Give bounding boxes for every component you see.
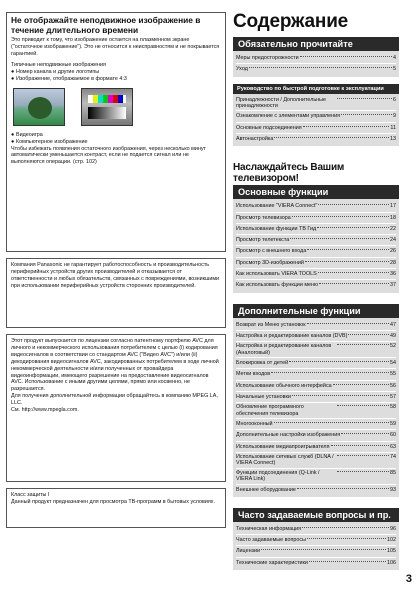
dot-leader — [337, 344, 389, 345]
toc-item-page: 49 — [390, 332, 396, 339]
toc-item-label: Многооконный — [236, 421, 273, 428]
toc-item[interactable] — [236, 235, 396, 246]
toc-item-label: Техническая информация — [236, 525, 302, 532]
toc-item[interactable] — [236, 224, 396, 235]
dot-leader — [292, 216, 389, 217]
bullet-item: ● Компьютерное изображение — [11, 138, 88, 145]
dot-leader — [305, 261, 389, 262]
toc-item-label: Метки входов — [236, 371, 271, 378]
toc-item-label: Использование "VIERA Connect" — [236, 203, 318, 210]
toc-item[interactable] — [236, 369, 396, 380]
toc-item[interactable] — [236, 419, 396, 430]
dot-leader — [341, 114, 392, 115]
toc-item[interactable] — [236, 53, 396, 64]
toc-item-page: 28 — [390, 259, 396, 266]
dot-leader — [337, 455, 389, 456]
toc-item-page: 58 — [390, 404, 396, 411]
bullet-item: ● Номер канала и другие логотипы — [11, 68, 100, 75]
toc-item-page: 93 — [390, 486, 396, 493]
dot-leader — [290, 238, 389, 239]
dot-leader — [302, 527, 389, 528]
dot-leader — [319, 283, 389, 284]
section-header: Часто задаваемые вопросы и пр. — [233, 508, 399, 522]
toc-item-page: 56 — [390, 382, 396, 389]
toc-item-label: Использование обычного интерфейса — [236, 382, 332, 389]
dot-leader — [341, 433, 389, 434]
toc-item-page: 9 — [393, 113, 396, 120]
toc-item-page: 55 — [390, 371, 396, 378]
toc-item-page: 17 — [390, 203, 396, 210]
toc-item-label: Как использовать функции меню — [236, 282, 319, 289]
toc-item-label: Лицензии — [236, 548, 261, 555]
dot-leader — [292, 395, 389, 396]
toc-item[interactable] — [236, 381, 396, 392]
toc-item-page: 52 — [390, 343, 396, 350]
toc-item-label: Настройка и редактирование каналов (DVB) — [236, 332, 348, 339]
test-pattern-example-image — [81, 88, 133, 126]
toc-item[interactable] — [236, 342, 396, 358]
toc-item-label: Технические характеристики — [236, 559, 308, 566]
contents-column — [233, 12, 399, 570]
toc-item-page: 74 — [390, 453, 396, 460]
toc-item[interactable] — [236, 524, 396, 535]
dot-leader — [249, 67, 392, 68]
license-text: Для получения дополнительной информации обращайтесь в компанию MPEG LA, LLC. — [11, 393, 218, 407]
toc-item-label: Обновление программного обеспечения телевизора — [236, 404, 304, 417]
page-number: 3 — [405, 573, 412, 585]
dot-leader — [307, 323, 389, 324]
toc-item[interactable] — [236, 558, 396, 568]
toc-item-page: 18 — [390, 214, 396, 221]
toc-item-page: 22 — [390, 225, 396, 232]
dot-leader — [309, 561, 386, 562]
dot-leader — [303, 126, 390, 127]
toc-item-label: Настройка и редактирование каналов (Аналоговый) — [236, 343, 332, 356]
toc-item[interactable] — [236, 111, 396, 122]
dot-leader — [318, 272, 389, 273]
toc-item[interactable] — [236, 403, 396, 419]
toc-item-label: Возврат из Меню установок — [236, 321, 306, 328]
dot-leader — [307, 538, 386, 539]
typical-images-title: Типичные неподвижные изображения — [11, 62, 106, 69]
license-box — [6, 334, 226, 482]
toc-item[interactable] — [236, 485, 396, 495]
class-text: Данный продукт предназначен для просмотра ТВ-программ в бытовых условиях. — [11, 498, 215, 505]
toc-item-page: 60 — [390, 432, 396, 439]
toc-item-page: 57 — [390, 393, 396, 400]
dot-leader — [261, 549, 386, 550]
toc-item-label: Просмотр телевизора — [236, 214, 291, 221]
toc-item-page: 5 — [393, 66, 396, 73]
toc-item[interactable] — [236, 535, 396, 546]
toc-item-label: Дополнительные настройки изображения — [236, 432, 341, 439]
toc-item[interactable] — [236, 442, 396, 453]
dot-leader — [337, 405, 389, 406]
notice-paragraph: Чтобы избежать появления остаточного изображения, через несколько минут автоматически уменьшается контраст, если не подается сигнал или не выполняются операции. (стр. 102) — [11, 145, 206, 166]
toc-item-page: 47 — [390, 321, 396, 328]
toc-item-page: 11 — [390, 124, 396, 131]
dot-leader — [333, 384, 389, 385]
toc-item-page: 26 — [390, 248, 396, 255]
toc-item-page: 105 — [387, 548, 396, 555]
dot-leader — [289, 361, 389, 362]
bullet-item: ● Видеоигра — [11, 131, 43, 138]
toc-list — [233, 51, 399, 77]
toc-item-label: Просмотр телетекста — [236, 237, 290, 244]
toc-item-label: Меры предосторожности — [236, 55, 299, 61]
section-header: Дополнительные функции — [233, 304, 399, 318]
toc-list — [233, 522, 399, 570]
bullet-item: ● Изображение, отображаемое в формате 4:3 — [11, 75, 127, 82]
toc-item-page: 106 — [387, 559, 396, 566]
toc-item-label: Просмотр с внешнего входа — [236, 248, 307, 255]
notice-heading: Не отображайте неподвижное изображение в течение длительного времени — [11, 15, 201, 35]
dot-leader — [318, 204, 389, 205]
toc-item[interactable] — [236, 134, 396, 144]
toc-list — [233, 318, 399, 497]
toc-item-label: Просмотр 3D-изображений — [236, 259, 304, 266]
toc-item-page: 102 — [387, 537, 396, 544]
toc-item-page: 4 — [393, 55, 396, 61]
license-text: Этот продукт выпускается по лицензии согласно патентному портфелю AVC для личного и некоммерческого использования потребителем с целью (i) кодирования видеосигналов в соответствии со стандартом AVC ("Видео AVC") и/или (ii) декодирования видеосигналов AVC, закодированных потребителем в ходе личной некоммерческой деятельности и/или полученных от провайдера видеоинформации, имеющего разрешение на предоставление видеосигналов AVC. Использование с иными другими целями, прямо или косвенно, не разрешается. — [11, 338, 219, 393]
toc-item-page: 96 — [390, 525, 396, 532]
notice-paragraph: Это приводит к тому, что изображение остается на плазменном экране ("остаточное изображение"). Это не относится к неисправностям и не покрывается гарантией. — [11, 37, 220, 58]
disclaimer-text: Компания Panasonic не гарантирует работоспособность и производительность периферийных устройств других производителей и отказывается от ответственности и любых обязательств, связанных с повреждениями, возникшими при использовании периферийных устройств сторонних производителей. — [11, 262, 220, 289]
toc-item[interactable] — [236, 269, 396, 280]
dot-leader — [271, 372, 389, 373]
toc-item-label: Начальные установки — [236, 393, 291, 400]
license-link[interactable]: См. http://www.mpegla.com. — [11, 407, 79, 414]
toc-item-label: Блокировка от детей — [236, 360, 289, 367]
toc-item-page: 13 — [390, 136, 396, 142]
toc-item-label: Автонастройка — [236, 136, 274, 142]
dot-leader — [337, 471, 389, 472]
dot-leader — [274, 137, 389, 138]
toc-item-page: 63 — [390, 443, 396, 450]
toc-item-label: Функции подсоединения (Q-Link / VIERA Link) — [236, 469, 320, 483]
dot-leader — [337, 98, 392, 99]
dot-leader — [348, 334, 389, 335]
toc-item[interactable] — [236, 280, 396, 290]
toc-item[interactable] — [236, 320, 396, 331]
dot-leader — [274, 422, 389, 423]
toc-item[interactable] — [236, 358, 396, 369]
dot-leader — [300, 56, 392, 57]
toc-item-page: 36 — [390, 271, 396, 278]
toc-item-label: Основные подсоединения — [236, 124, 302, 131]
toc-item[interactable] — [236, 201, 396, 212]
class-box — [6, 488, 226, 528]
toc-item-page: 59 — [390, 421, 396, 428]
toc-item[interactable] — [236, 469, 396, 485]
toc-item[interactable] — [236, 430, 396, 441]
section-header: Руководство по быстрой подготовке к эксплуатации — [233, 84, 399, 94]
example-images — [11, 86, 221, 130]
toc-item-label: Уход — [236, 66, 248, 73]
toc-item-label: Использование медиапроигрывателя — [236, 443, 330, 450]
toc-list — [233, 94, 399, 147]
toc-item-label: Использование сетевых служб (DLNA / VIERA Connect) — [236, 453, 334, 467]
toc-item-page: 54 — [390, 360, 396, 367]
dot-leader — [307, 249, 389, 250]
disclaimer-box — [6, 258, 226, 328]
toc-item-label: Использование функции ТВ Гид — [236, 225, 317, 232]
toc-item[interactable] — [236, 123, 396, 134]
class-text: Класс защиты I — [11, 492, 50, 498]
toc-item[interactable] — [236, 213, 396, 224]
page-title: Содержание — [233, 11, 349, 32]
toc-item-label: Как использовать VIERA TOOLS — [236, 271, 317, 278]
toc-item-page: 6 — [393, 96, 396, 103]
tagline: Наслаждайтесь Вашим телевизором! — [233, 162, 345, 185]
toc-item[interactable] — [236, 246, 396, 257]
toc-item[interactable] — [236, 96, 396, 112]
dot-leader — [331, 445, 390, 446]
toc-item-label: Часто задаваемые вопросы — [236, 537, 306, 544]
toc-item-label: Внешнее оборудование — [236, 486, 296, 493]
toc-item[interactable] — [236, 64, 396, 74]
toc-item[interactable] — [236, 453, 396, 469]
toc-item-label: Принадлежности / Дополнительные принадлежности — [236, 96, 327, 109]
landscape-example-image — [13, 88, 65, 126]
section-header: Обязательно прочитайте — [233, 37, 399, 51]
toc-item-page: 85 — [390, 469, 396, 476]
toc-item-page: 37 — [390, 282, 396, 289]
toc-item-label: Ознакомление с элементами управления — [236, 113, 341, 120]
dot-leader — [297, 488, 389, 489]
toc-item-page: 24 — [390, 237, 396, 244]
toc-item[interactable] — [236, 392, 396, 403]
still-image-notice — [6, 12, 226, 252]
left-column — [6, 12, 226, 534]
dot-leader — [317, 227, 389, 228]
toc-item[interactable] — [236, 258, 396, 269]
toc-item[interactable] — [236, 546, 396, 557]
section-header: Основные функции — [233, 185, 399, 199]
toc-list — [233, 199, 399, 292]
toc-item[interactable] — [236, 331, 396, 342]
